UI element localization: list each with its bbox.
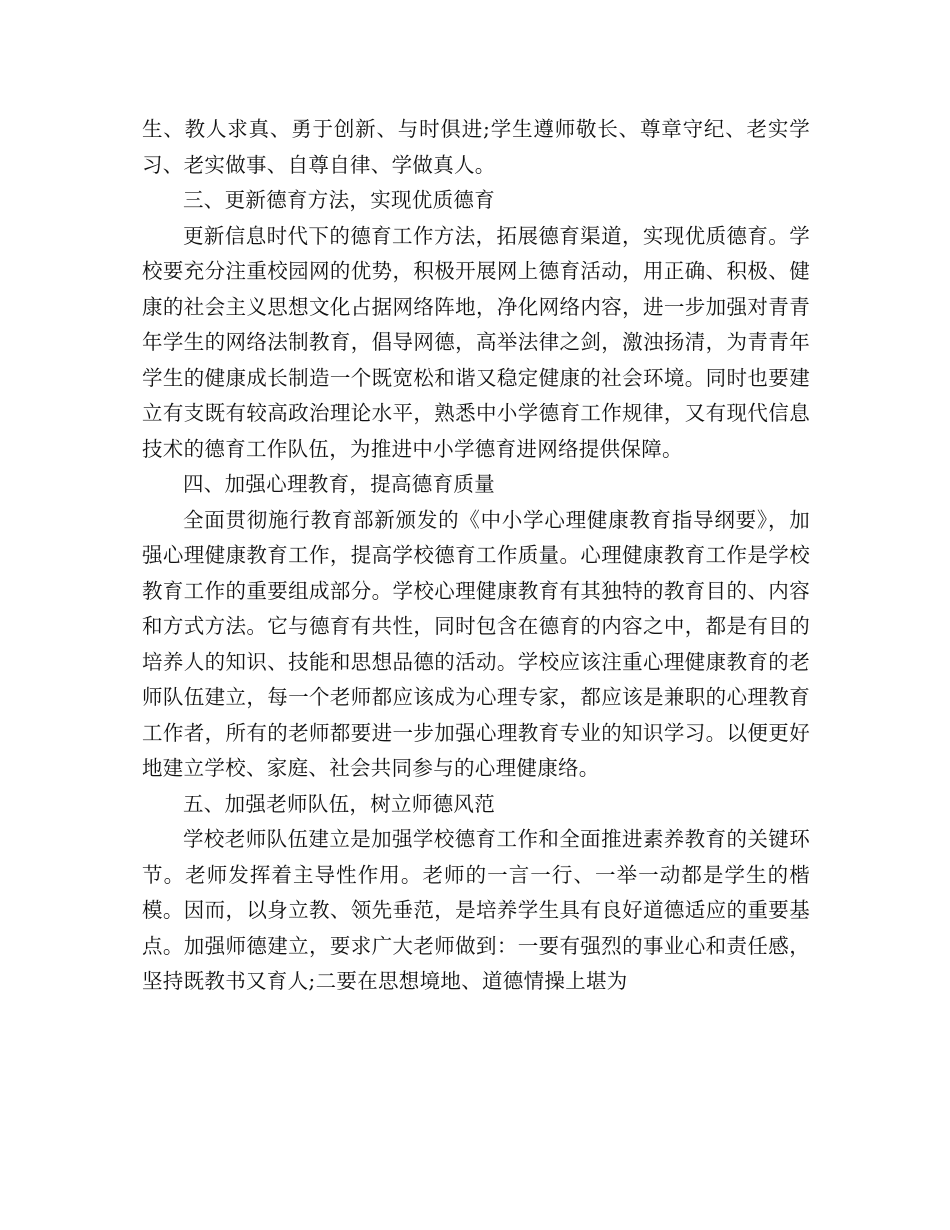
paragraph-continuation: 生、教人求真、勇于创新、与时俱进;学生遵师敬长、尊章守纪、老实学习、老实做事、自尊自律、学做真人。 (142, 117, 810, 177)
paragraph-section-5: 学校老师队伍建立是加强学校德育工作和全面推进素养教育的关键环节。老师发挥着主导性作用。老师的一言一行、一举一动都是学生的楷模。因而，以身立教、领先垂范，是培养学生具有良好道德适应的重要基点。加强师德建立，要求广大老师做到：一要有强烈的事业心和责任感，坚持既教书又育人;二要在思想境地、道德情操上堪为 (142, 827, 810, 993)
section-heading-4: 四、加强心理教育，提高德育质量 (183, 472, 495, 496)
paragraph-section-3: 更新信息时代下的德育工作方法，拓展德育渠道，实现优质德育。学校要充分注重校园网的优势，积极开展网上德育活动，用正确、积极、健康的社会主义思想文化占据网络阵地，净化网络内容，进一步加强对青青年学生的网络法制教育，倡导网德，高举法律之剑，激浊扬清，为青青年学生的健康成长制造一个既宽松和谐又稳定健康的社会环境。同时也要建立有支既有较高政治理论水平，熟悉中小学德育工作规律，又有现代信息技术的德育工作队伍，为推进中小学德育进网络提供保障。 (142, 223, 810, 461)
section-heading-5: 五、加强老师队伍，树立师德风范 (183, 791, 495, 816)
section-heading-3: 三、更新德育方法，实现优质德育 (183, 188, 495, 212)
paragraph-section-4: 全面贯彻施行教育部新颁发的《中小学心理健康教育指导纲要》，加强心理健康教育工作，提高学校德育工作质量。心理健康教育工作是学校教育工作的重要组成部分。学校心理健康教育有其独特的教育目的、内容和方式方法。它与德育有共性，同时包含在德育的内容之中，都是有目的培养人的知识、技能和思想品德的活动。学校应该注重心理健康教育的老师队伍建立，每一个老师都应该成为心理专家，都应该是兼职的心理教育工作者，所有的老师都要进一步加强心理教育专业的知识学习。以便更好地建立学校、家庭、社会共同参与的心理健康络。 (142, 507, 810, 780)
document-body (142, 112, 810, 1000)
